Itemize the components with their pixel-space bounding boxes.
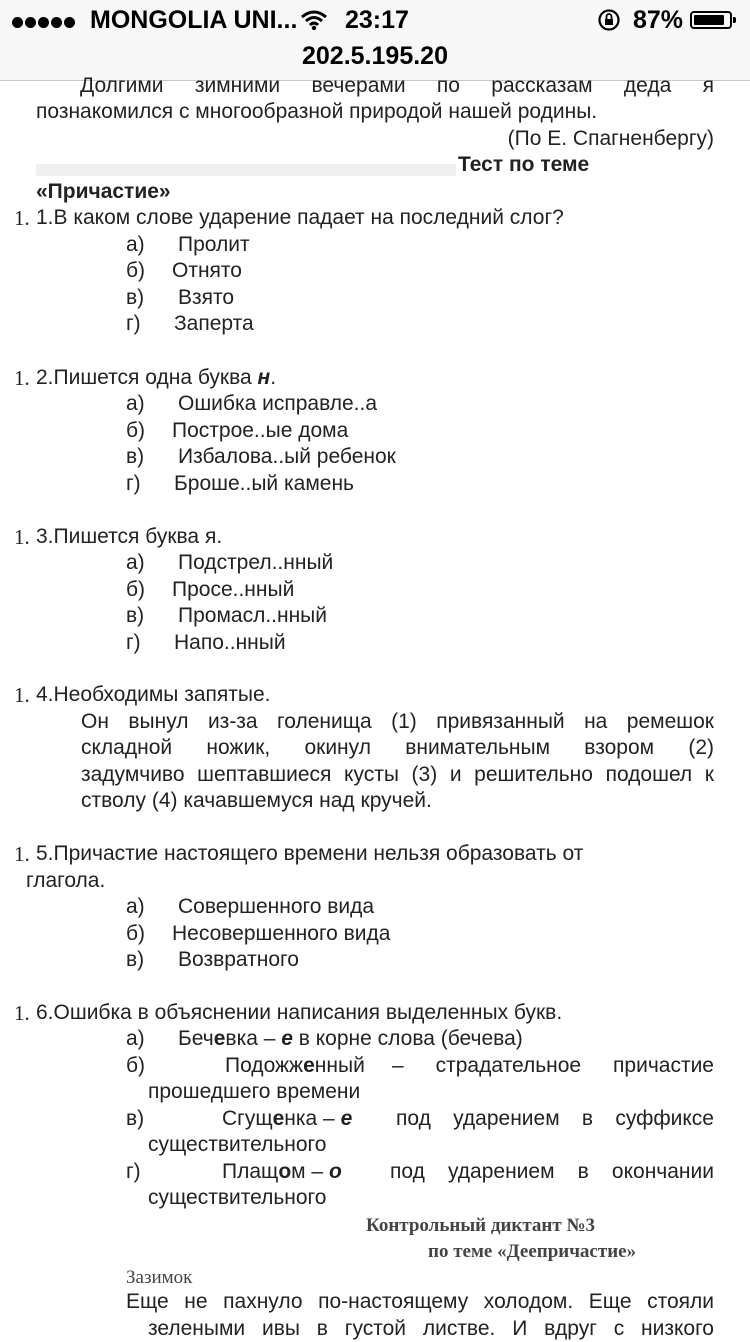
dictation-line-2: зелеными ивы в густой листве. И вдруг с низкого bbox=[148, 1317, 714, 1340]
q6-option-c-word: Сгущенка – е bbox=[222, 1107, 353, 1130]
q4-text-line-3: задумчиво шептавшиеся кусты (3) и решительно подошел к bbox=[81, 763, 714, 786]
list-marker: 1. bbox=[14, 842, 30, 866]
q3-option-a-letter: а) bbox=[126, 551, 145, 574]
q3-option-c-letter: в) bbox=[126, 604, 145, 627]
q3-option-b: Просе..нный bbox=[172, 578, 295, 601]
q6-option-c-letter: в) bbox=[126, 1107, 145, 1130]
question-6: 6.Ошибка в объяснении написания выделенных букв. bbox=[36, 1001, 563, 1024]
q2-option-d: Броше..ый камень bbox=[174, 472, 354, 495]
highlight-bar bbox=[36, 164, 456, 176]
q2-option-b-letter: б) bbox=[126, 419, 146, 442]
q2-option-b: Построе..ые дома bbox=[172, 419, 349, 442]
q3-option-c: Промасл..нный bbox=[178, 604, 328, 627]
q1-option-d: Заперта bbox=[174, 312, 254, 335]
q6-option-d-word: Плащом – о bbox=[222, 1160, 342, 1183]
q2-option-c: Избалова..ый ребенок bbox=[178, 445, 396, 468]
q6-option-d-letter: г) bbox=[126, 1160, 141, 1183]
question-3: 3.Пишется буква я. bbox=[36, 525, 223, 548]
q4-text-line-2: складной ножик, окинул внимательным взором (2) bbox=[81, 736, 714, 759]
clock: 23:17 bbox=[345, 6, 409, 34]
dictation-heading: Зазимок bbox=[126, 1267, 193, 1288]
question-2: 2.Пишется одна буква н. bbox=[36, 366, 277, 389]
test-title-line-2: «Причастие» bbox=[36, 180, 171, 203]
q3-option-d: Напо..нный bbox=[174, 631, 286, 654]
q6-option-d-rest: под ударением в окончании bbox=[390, 1160, 714, 1183]
question-5-cont: глагола. bbox=[26, 869, 106, 892]
q4-text-line-4: стволу (4) качавшемуся над кручей. bbox=[81, 789, 432, 812]
battery-icon bbox=[690, 11, 732, 29]
signal-strength-icon bbox=[12, 15, 80, 27]
question-4: 4.Необходимы запятые. bbox=[36, 683, 271, 706]
q5-option-a-letter: а) bbox=[126, 895, 145, 918]
q2-option-a-letter: а) bbox=[126, 392, 145, 415]
carrier-name: MONGOLIA UNI... bbox=[90, 6, 298, 34]
q5-option-b-letter: б) bbox=[126, 922, 146, 945]
q5-option-a: Совершенного вида bbox=[178, 895, 375, 918]
q6-option-c-line-2: существительного bbox=[148, 1133, 327, 1156]
q6-option-a: Бечевка – е в корне слова (бечева) bbox=[178, 1027, 523, 1050]
list-marker: 1. bbox=[14, 525, 30, 549]
intro-source: (По Е. Спагненбергу) bbox=[507, 127, 714, 150]
q6-option-b-line-2: прошедшего времени bbox=[148, 1080, 361, 1103]
q6-option-b-letter: б) bbox=[126, 1054, 146, 1077]
q6-option-b-word: Подожженный bbox=[225, 1054, 365, 1077]
list-marker: 1. bbox=[14, 206, 30, 230]
q1-option-d-letter: г) bbox=[126, 312, 141, 335]
q2-option-a: Ошибка исправле..а bbox=[178, 392, 378, 415]
q1-option-a-letter: а) bbox=[126, 233, 145, 256]
q5-option-c: Возвратного bbox=[178, 948, 299, 971]
q5-option-b: Несовершенного вида bbox=[172, 922, 391, 945]
q6-option-b-rest: – страдательное причастие bbox=[392, 1054, 714, 1077]
wifi-icon bbox=[300, 9, 328, 31]
dictation-line-1: Еще не пахнуло по-настоящему холодом. Еще стояли bbox=[126, 1290, 714, 1313]
dictation-title-1: Контрольный диктант №3 bbox=[366, 1215, 596, 1236]
q3-option-a: Подстрел..нный bbox=[178, 551, 334, 574]
q6-option-c-rest: под ударением в суффиксе bbox=[396, 1107, 714, 1130]
status-bar bbox=[0, 0, 750, 40]
question-5: 5.Причастие настоящего времени нельзя образовать от bbox=[36, 842, 584, 865]
list-marker: 1. bbox=[14, 1001, 30, 1025]
q6-option-d-line-2: существительного bbox=[148, 1186, 327, 1209]
q2-option-c-letter: в) bbox=[126, 445, 145, 468]
intro-line-2: познакомился с многообразной природой нашей родины. bbox=[36, 100, 598, 123]
intro-line-1: Долгими зимними вечерами по рассказам деда я bbox=[80, 74, 714, 97]
list-marker: 1. bbox=[14, 366, 30, 390]
q1-option-b-letter: б) bbox=[126, 259, 146, 282]
test-title-line-1: Тест по теме bbox=[458, 153, 590, 176]
list-marker: 1. bbox=[14, 683, 30, 707]
q3-option-d-letter: г) bbox=[126, 631, 141, 654]
question-1: 1.В каком слове ударение падает на последний слог? bbox=[36, 206, 564, 229]
dictation-title-2: по теме «Деепричастие» bbox=[428, 1241, 637, 1262]
q5-option-c-letter: в) bbox=[126, 948, 145, 971]
q3-option-b-letter: б) bbox=[126, 578, 146, 601]
url-text[interactable]: 202.5.195.20 bbox=[302, 42, 448, 70]
q2-option-d-letter: г) bbox=[126, 472, 141, 495]
q1-option-a: Пролит bbox=[178, 233, 250, 256]
battery-percentage: 87% bbox=[633, 6, 684, 34]
orientation-lock-icon bbox=[597, 8, 621, 32]
q1-option-c-letter: в) bbox=[126, 286, 145, 309]
q6-option-a-letter: а) bbox=[126, 1027, 145, 1050]
q4-text-line-1: Он вынул из-за голенища (1) привязанный на ремешок bbox=[81, 710, 714, 733]
q1-option-c: Взято bbox=[178, 286, 235, 309]
q1-option-b: Отнято bbox=[172, 259, 242, 282]
